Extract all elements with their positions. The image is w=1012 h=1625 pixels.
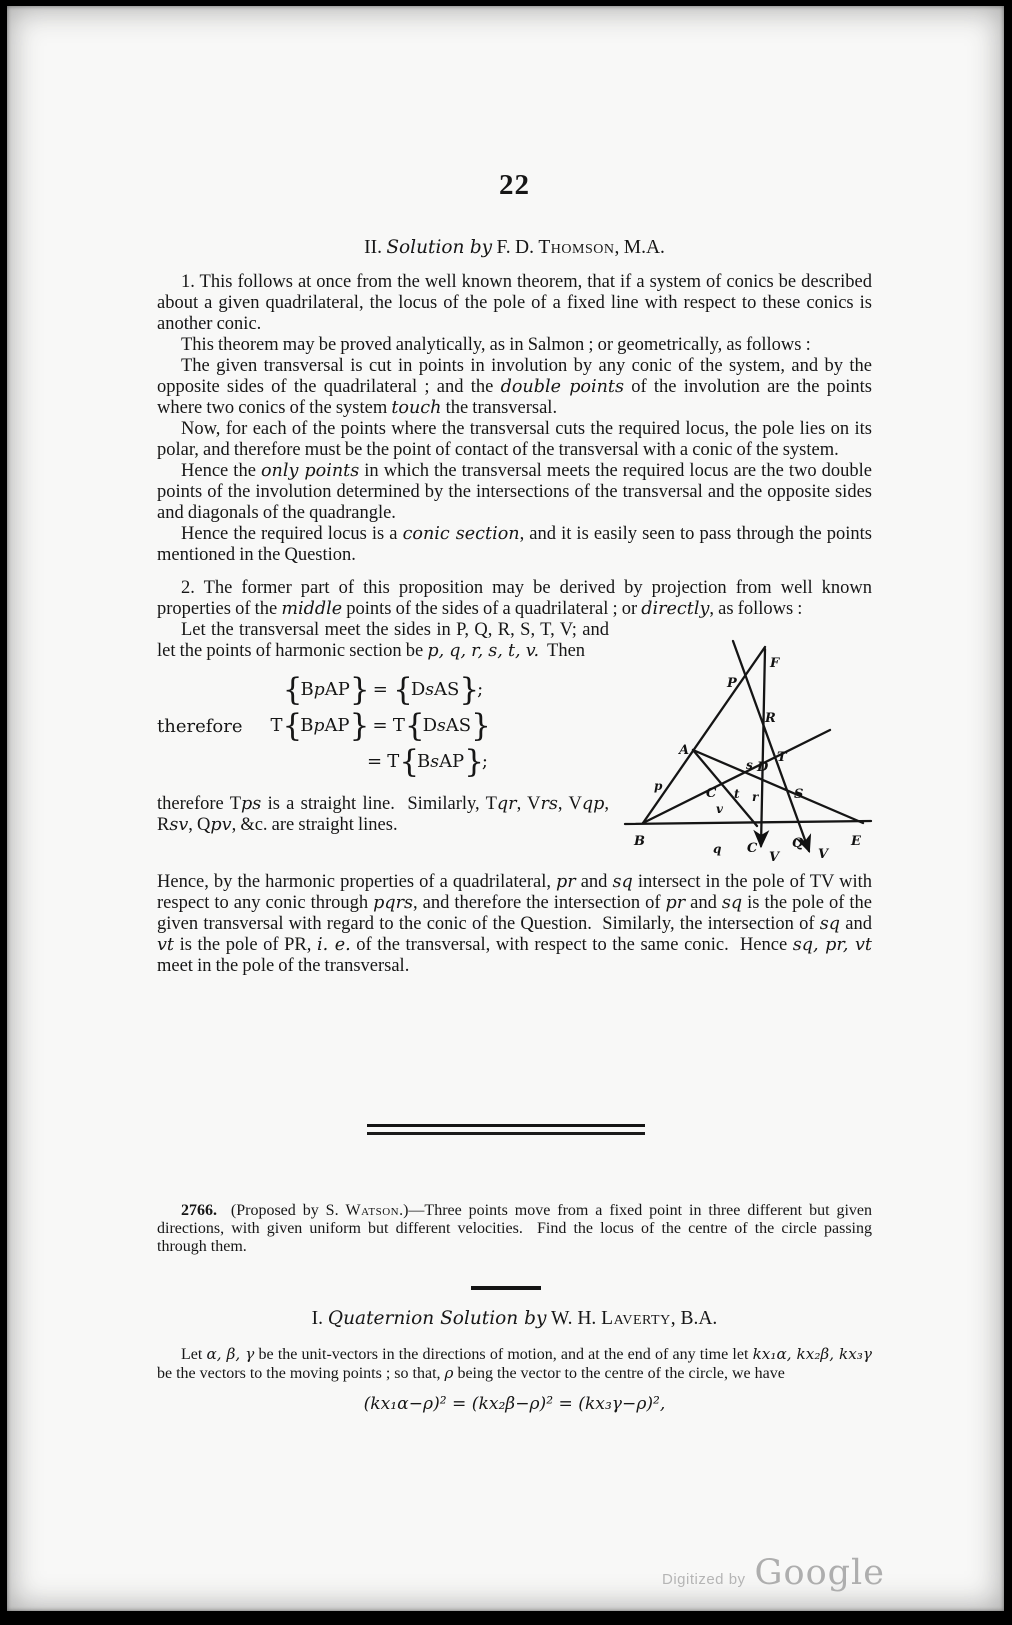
- therefore-label: therefore: [157, 715, 243, 737]
- equation-2: [157, 708, 609, 744]
- paragraph-pole-of-transversal: Hence, by the harmonic properties of a quadrilateral, pr and sq intersect in the pole of TV with respect to any conic through pqrs, and therefore the intersection of pr and sq is the pole of the given transversal with regard to the conic of the Question. Similarly, the intersection of sq and vt is the pole of PR, i. e. of the transversal, with respect to the same conic. Hence sq, pr, vt meet in the pole of the transversal.: [157, 872, 872, 976]
- paragraph-straight-lines: therefore Tps is a straight line. Similarly, Tqr, Vrs, Vqp, Rsv, Qpv, &c. are straight lines.: [157, 794, 609, 835]
- paragraph-conic-section: Hence the required locus is a conic section, and it is easily seen to pass through the points mentioned in the Question.: [157, 524, 872, 565]
- quadrilateral-diagram: [605, 620, 897, 872]
- line-BT: [643, 730, 830, 823]
- figure-label-C-bottom: C: [747, 841, 758, 856]
- paragraph-projection: 2. The former part of this proposition may be derived by projection from well known properties of the middle points of the sides of a quadrilateral ; or directly, as follows :: [157, 578, 872, 619]
- figure-label-A: A: [679, 743, 690, 758]
- figure-label-V1: V: [769, 850, 780, 865]
- figure-label-r: r: [752, 790, 759, 804]
- figure-label-C-mid: C: [706, 786, 717, 801]
- figure-label-S: S: [794, 787, 804, 802]
- solution-ii-heading: II. Solution by F. D. Thomson, M.A.: [364, 237, 665, 258]
- google-logo: Google: [754, 1553, 885, 1593]
- paragraph-unit-vectors: Let α, β, γ be the unit-vectors in the directions of motion, and at the end of any time let kx₁α, kx₂β, kx₃γ be the vectors to the moving points ; so that, ρ being the vector to the centre of the circle, we have: [157, 1345, 872, 1382]
- figure-label-E: E: [851, 834, 861, 849]
- paragraph-theorem: 1. This follows at once from the well known theorem, that if a system of conics be described about a given quadrilateral, the locus of the pole of a fixed line with respect to these conics is another conic.: [157, 272, 872, 334]
- paragraph-transversal-sides: Let the transversal meet the sides in P, Q, R, S, T, V; and let the points of harmonic section be p, q, r, s, t, v. Then: [157, 620, 609, 661]
- paragraph-salmon: This theorem may be proved analytically, as in Salmon ; or geometrically, as follows :: [181, 335, 811, 355]
- question-divider: [471, 1286, 541, 1290]
- equation-2-body: T{BpAP} = T{DsAS}: [270, 707, 489, 744]
- figure-label-R: R: [765, 711, 776, 726]
- figure-label-T: T: [777, 750, 787, 765]
- figure-label-Q: Q: [792, 836, 804, 851]
- equation-vectors: (kx₁α−ρ)² = (kx₂β−ρ)² = (kx₃γ−ρ)²,: [363, 1394, 666, 1414]
- line-BF: [643, 647, 765, 823]
- watermark: [662, 1553, 885, 1593]
- digitized-by-label: Digitized by: [662, 1571, 746, 1588]
- section-divider: [367, 1124, 645, 1135]
- figure-label-V2: V: [818, 847, 829, 862]
- figure-label-v: v: [716, 802, 723, 816]
- equation-block: [157, 672, 609, 780]
- paragraph-only-points: Hence the only points in which the transversal meets the required locus are the two double points of the involution determined by the intersections of the transversal and the opposite sides and diagonals of the quadrangle.: [157, 461, 872, 523]
- equation-3: [157, 744, 609, 780]
- equation-3-body: = T{BsAP};: [367, 743, 488, 780]
- geometry-figure: [605, 620, 897, 872]
- figure-label-D: D: [757, 760, 769, 775]
- question-2766: 2766. (Proposed by S. Watson.)—Three points move from a fixed point in three different but given directions, with given uniform but different velocities. Find the locus of the centre of the circle passing through them.: [157, 1202, 873, 1255]
- figure-label-p: p: [654, 779, 663, 793]
- equation-1: [157, 672, 609, 708]
- figure-label-q: q: [713, 842, 722, 856]
- quaternion-solution-block: [157, 1345, 872, 1414]
- quaternion-heading: I. Quaternion Solution by W. H. Laverty, B.A.: [311, 1308, 718, 1329]
- figure-label-B: B: [634, 834, 645, 849]
- equation-1-body: {BpAP} = {DsAS};: [282, 671, 484, 708]
- line-FC-arrow: [761, 649, 765, 846]
- paragraph-involution: The given transversal is cut in points in involution by any conic of the system, and by the opposite sides of the quadrilateral ; and the double points of the involution are the points where two conics of the system touch the transversal.: [157, 356, 872, 418]
- figure-label-P: P: [727, 676, 737, 691]
- harmonic-section: [157, 620, 872, 872]
- page-content: [157, 168, 872, 977]
- figure-label-t: t: [734, 787, 740, 801]
- figure-label-s: s: [746, 758, 753, 772]
- page-number: 22: [499, 169, 530, 201]
- paragraph-polar: Now, for each of the points where the transversal cuts the required locus, the pole lies on its polar, and therefore must be the point of contact of the transversal with a conic of the system.: [157, 419, 872, 460]
- page-sheet: [7, 6, 1004, 1611]
- line-base-BE: [625, 821, 871, 824]
- figure-label-F: F: [770, 656, 780, 671]
